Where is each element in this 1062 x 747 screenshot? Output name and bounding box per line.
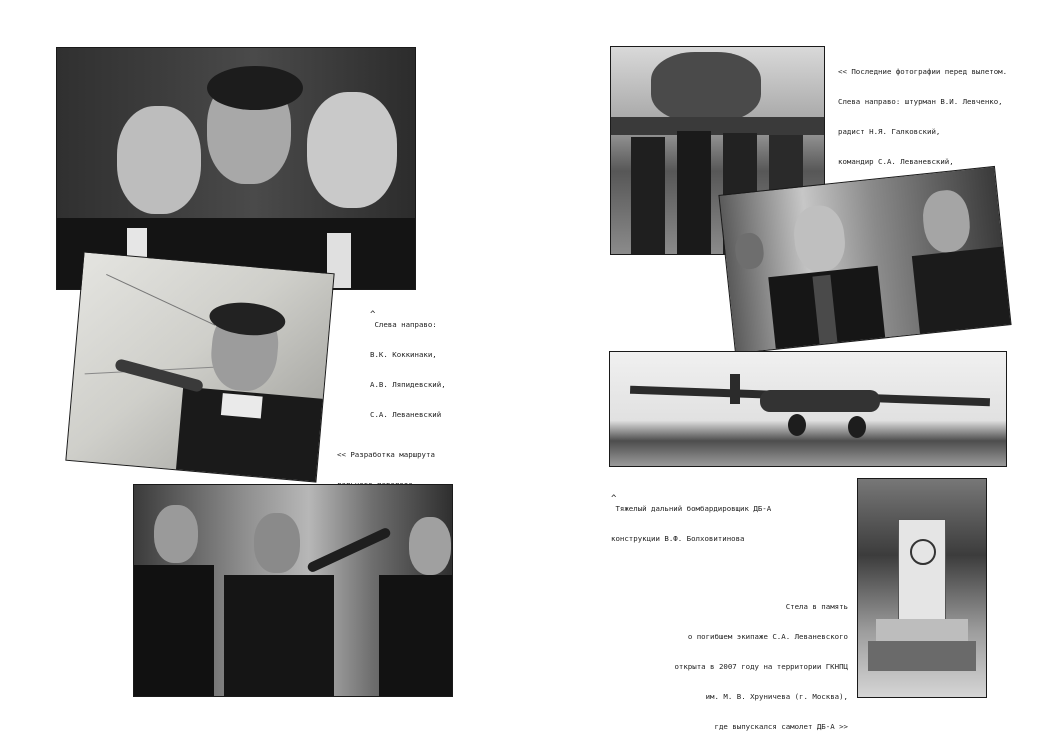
bomber-caption: ^ Тяжелый дальний бомбардировщик ДБ-А конструкции В.Ф. Болховитинова: [611, 494, 772, 543]
stele-caption: Стела в память о погибшем экипаже С.А. Леваневского открыта в 2007 году на территории ГКНПЦ им. М. В. Хруничева (г. Москва), где выпускался самолет ДБ-А >>: [674, 602, 848, 731]
man-pointing-map-photo: [65, 251, 334, 482]
three-men-at-map-photo: [133, 484, 453, 697]
men-outdoors-photo: [718, 166, 1011, 354]
up-arrow-icon: ^: [611, 494, 617, 504]
route-planning-caption: << Разработка маршрута: [337, 450, 435, 459]
memorial-stele-photo: [857, 478, 987, 698]
left-portrait-caption: ^ Слева направо: В.К. Коккинаки, А.В. Ляпидевский, С.А. Леваневский: [370, 310, 446, 419]
db-a-bomber-photo: [609, 351, 1007, 467]
crew-last-photos-caption: << Последние фотографии перед вылетом. Слева направо: штурман В.И. Левченко, радист Н.Я. Галковский, командир С.А. Леваневский,: [838, 67, 1008, 166]
up-arrow-icon: ^: [370, 310, 376, 320]
